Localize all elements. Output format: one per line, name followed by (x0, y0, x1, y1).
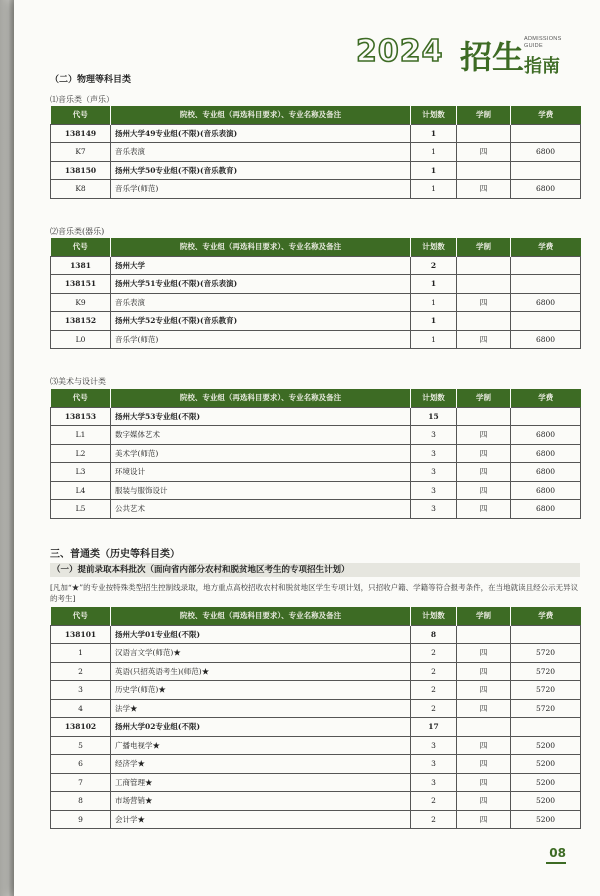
cell-code: 9 (51, 810, 111, 829)
table-header-row (51, 607, 581, 625)
cell-plan: 2 (411, 792, 457, 811)
cell-name: 扬州大学53专业组(不限) (111, 407, 411, 426)
table-row (51, 810, 581, 829)
cell-fee (511, 718, 581, 737)
cell-code: 138153 (51, 407, 111, 426)
table-row (51, 644, 581, 663)
cell-plan: 2 (411, 662, 457, 681)
brand-zhaosheng: 招生 (460, 38, 525, 76)
table-row (51, 463, 581, 482)
cell-fee: 5200 (511, 773, 581, 792)
cell-years: 四 (457, 330, 511, 349)
brand-logo (356, 32, 576, 78)
header-plan: 计划数 (411, 106, 457, 124)
page-number-underline (546, 862, 566, 864)
cell-fee (511, 407, 581, 426)
table-row (51, 444, 581, 463)
cell-years: 四 (457, 500, 511, 519)
cell-years (457, 625, 511, 644)
cell-name: 广播电视学★ (111, 736, 411, 755)
cell-fee: 5200 (511, 755, 581, 774)
cell-years: 四 (457, 736, 511, 755)
cell-code: L3 (51, 463, 111, 482)
cell-plan: 1 (411, 124, 457, 143)
cell-code: L0 (51, 330, 111, 349)
cell-code: K8 (51, 180, 111, 199)
page-number: 08 (549, 846, 566, 860)
cell-code: 5 (51, 736, 111, 755)
header-plan: 计划数 (411, 389, 457, 407)
cell-name: 音乐表演 (111, 143, 411, 162)
group-row (51, 256, 581, 275)
cell-name: 数字媒体艺术 (111, 426, 411, 445)
cell-years (457, 312, 511, 331)
cell-code: K9 (51, 293, 111, 312)
cell-plan: 1 (411, 312, 457, 331)
header-name: 院校、专业组（再选科目要求）、专业名称及备注 (111, 607, 411, 625)
cell-plan: 2 (411, 699, 457, 718)
table-header-row (51, 389, 581, 407)
cell-plan: 2 (411, 810, 457, 829)
cell-name: 扬州大学52专业组(不限)(音乐教育) (111, 312, 411, 331)
cell-years: 四 (457, 810, 511, 829)
cell-plan: 3 (411, 755, 457, 774)
document-page (14, 0, 600, 896)
brand-year: 2024 (356, 34, 444, 69)
header-fee: 学费 (511, 389, 581, 407)
cell-fee: 6800 (511, 180, 581, 199)
header-name: 院校、专业组（再选科目要求）、专业名称及备注 (111, 106, 411, 124)
cell-plan: 1 (411, 143, 457, 162)
cell-years: 四 (457, 444, 511, 463)
cell-fee (511, 256, 581, 275)
table-label-vocal: ⑴音乐类（声乐） (50, 95, 114, 104)
cell-name: 扬州大学49专业组(不限)(音乐表演) (111, 124, 411, 143)
cell-years: 四 (457, 463, 511, 482)
header-plan: 计划数 (411, 238, 457, 256)
cell-years: 四 (457, 699, 511, 718)
cell-name: 工商管理★ (111, 773, 411, 792)
cell-name: 汉语言文学(师范)★ (111, 644, 411, 663)
table-row (51, 755, 581, 774)
cell-years: 四 (457, 426, 511, 445)
table-header-row (51, 106, 581, 124)
cell-name: 公共艺术 (111, 500, 411, 519)
cell-fee: 5720 (511, 644, 581, 663)
cell-name: 市场营销★ (111, 792, 411, 811)
table-row (51, 792, 581, 811)
cell-years: 四 (457, 773, 511, 792)
cell-fee: 5200 (511, 792, 581, 811)
cell-name: 音乐学(师范) (111, 330, 411, 349)
header-years: 学制 (457, 607, 511, 625)
table-body (51, 407, 581, 518)
table-history (50, 607, 581, 829)
table-art-design (50, 389, 581, 519)
cell-code: 3 (51, 681, 111, 700)
brand-en-line2: GUIDE (524, 43, 543, 49)
special-plan-note: [凡加“★”的专业按特殊类型招生控制线录取，地方重点高校招收农村和脱贫地区学生专项计划，只招收户籍、学籍等符合报考条件，在当地就读且经公示无异议的考生] (50, 583, 579, 603)
cell-name: 环境设计 (111, 463, 411, 482)
header-years: 学制 (457, 106, 511, 124)
cell-fee: 6800 (511, 330, 581, 349)
group-row (51, 161, 581, 180)
cell-fee (511, 312, 581, 331)
cell-years (457, 124, 511, 143)
cell-plan: 3 (411, 444, 457, 463)
section-history-heading: 三、普通类（历史等科目类） (50, 549, 180, 560)
table-body (51, 625, 581, 829)
cell-fee: 5720 (511, 699, 581, 718)
cell-years: 四 (457, 293, 511, 312)
cell-code: L1 (51, 426, 111, 445)
cell-name: 扬州大学51专业组(不限)(音乐表演) (111, 275, 411, 294)
cell-code: 6 (51, 755, 111, 774)
header-plan: 计划数 (411, 607, 457, 625)
header-code: 代号 (51, 106, 111, 124)
cell-plan: 3 (411, 500, 457, 519)
cell-plan: 2 (411, 681, 457, 700)
cell-code: 138102 (51, 718, 111, 737)
group-row (51, 718, 581, 737)
cell-years: 四 (457, 755, 511, 774)
table-row (51, 699, 581, 718)
cell-code: K7 (51, 143, 111, 162)
cell-name: 音乐表演 (111, 293, 411, 312)
cell-plan: 3 (411, 426, 457, 445)
cell-code: 138152 (51, 312, 111, 331)
cell-code: L2 (51, 444, 111, 463)
header-name: 院校、专业组（再选科目要求）、专业名称及备注 (111, 389, 411, 407)
table-row (51, 426, 581, 445)
header-code: 代号 (51, 389, 111, 407)
cell-plan: 2 (411, 644, 457, 663)
cell-name: 英语(只招英语考生)(师范)★ (111, 662, 411, 681)
group-row (51, 124, 581, 143)
table-vocal (50, 106, 581, 199)
header-fee: 学费 (511, 238, 581, 256)
cell-fee: 5720 (511, 681, 581, 700)
cell-years: 四 (457, 792, 511, 811)
cell-code: 1 (51, 644, 111, 663)
cell-fee: 6800 (511, 500, 581, 519)
cell-code: 4 (51, 699, 111, 718)
cell-name: 历史学(师范)★ (111, 681, 411, 700)
cell-years: 四 (457, 644, 511, 663)
cell-plan: 1 (411, 275, 457, 294)
table-row (51, 481, 581, 500)
table-body (51, 124, 581, 198)
header-years: 学制 (457, 238, 511, 256)
cell-fee (511, 124, 581, 143)
group-row (51, 625, 581, 644)
cell-name: 扬州大学02专业组(不限) (111, 718, 411, 737)
cell-plan: 1 (411, 180, 457, 199)
table-row (51, 681, 581, 700)
cell-fee: 6800 (511, 463, 581, 482)
cell-fee: 6800 (511, 293, 581, 312)
cell-code: 138151 (51, 275, 111, 294)
cell-code: 138101 (51, 625, 111, 644)
cell-plan: 2 (411, 256, 457, 275)
table-row (51, 500, 581, 519)
cell-plan: 3 (411, 736, 457, 755)
cell-years: 四 (457, 481, 511, 500)
header-years: 学制 (457, 389, 511, 407)
table-row (51, 662, 581, 681)
cell-years (457, 718, 511, 737)
cell-plan: 15 (411, 407, 457, 426)
brand-english (524, 36, 562, 50)
cell-plan: 1 (411, 161, 457, 180)
cell-name: 美术学(师范) (111, 444, 411, 463)
cell-fee: 5200 (511, 736, 581, 755)
cell-plan: 3 (411, 481, 457, 500)
cell-name: 会计学★ (111, 810, 411, 829)
cell-fee: 6800 (511, 444, 581, 463)
brand-zhinan: 指南 (524, 56, 560, 77)
header-fee: 学费 (511, 607, 581, 625)
group-row (51, 312, 581, 331)
cell-name: 扬州大学01专业组(不限) (111, 625, 411, 644)
cell-code: 8 (51, 792, 111, 811)
table-body (51, 256, 581, 349)
cell-plan: 8 (411, 625, 457, 644)
cell-plan: 3 (411, 773, 457, 792)
table-row (51, 736, 581, 755)
table-header-row (51, 238, 581, 256)
cell-name: 法学★ (111, 699, 411, 718)
cell-years (457, 275, 511, 294)
cell-code: 1381 (51, 256, 111, 275)
header-name: 院校、专业组（再选科目要求）、专业名称及备注 (111, 238, 411, 256)
cell-fee: 6800 (511, 143, 581, 162)
cell-years: 四 (457, 143, 511, 162)
binding-shadow (0, 0, 14, 896)
cell-years: 四 (457, 681, 511, 700)
cell-plan: 17 (411, 718, 457, 737)
cell-fee: 6800 (511, 481, 581, 500)
cell-years: 四 (457, 662, 511, 681)
table-row (51, 143, 581, 162)
cell-plan: 1 (411, 293, 457, 312)
cell-fee (511, 161, 581, 180)
cell-code: L4 (51, 481, 111, 500)
header-fee: 学费 (511, 106, 581, 124)
cell-fee: 6800 (511, 426, 581, 445)
table-row (51, 773, 581, 792)
cell-name: 经济学★ (111, 755, 411, 774)
cell-years: 四 (457, 180, 511, 199)
group-row (51, 407, 581, 426)
brand-en-line1: ADMISSIONS (524, 36, 562, 42)
table-row (51, 293, 581, 312)
cell-years (457, 256, 511, 275)
cell-fee: 5720 (511, 662, 581, 681)
cell-code: 138150 (51, 161, 111, 180)
cell-fee (511, 625, 581, 644)
group-row (51, 275, 581, 294)
cell-years (457, 161, 511, 180)
table-instrumental (50, 238, 581, 349)
table-label-art-design: ⑶美术与设计类 (50, 377, 106, 386)
cell-name: 音乐学(师范) (111, 180, 411, 199)
cell-name: 扬州大学 (111, 256, 411, 275)
table-row (51, 180, 581, 199)
cell-code: 138149 (51, 124, 111, 143)
section-physics-heading: （二）物理等科目类 (50, 75, 132, 85)
header-code: 代号 (51, 607, 111, 625)
header-code: 代号 (51, 238, 111, 256)
batch-heading: （一）提前录取本科批次（面向省内部分农村和脱贫地区考生的专项招生计划） (50, 563, 580, 577)
cell-name: 服装与服饰设计 (111, 481, 411, 500)
cell-code: 7 (51, 773, 111, 792)
cell-code: L5 (51, 500, 111, 519)
cell-code: 2 (51, 662, 111, 681)
cell-name: 扬州大学50专业组(不限)(音乐教育) (111, 161, 411, 180)
table-label-instrumental: ⑵音乐类(器乐) (50, 227, 105, 236)
cell-plan: 3 (411, 463, 457, 482)
table-row (51, 330, 581, 349)
cell-plan: 1 (411, 330, 457, 349)
cell-years (457, 407, 511, 426)
cell-fee (511, 275, 581, 294)
cell-fee: 5200 (511, 810, 581, 829)
